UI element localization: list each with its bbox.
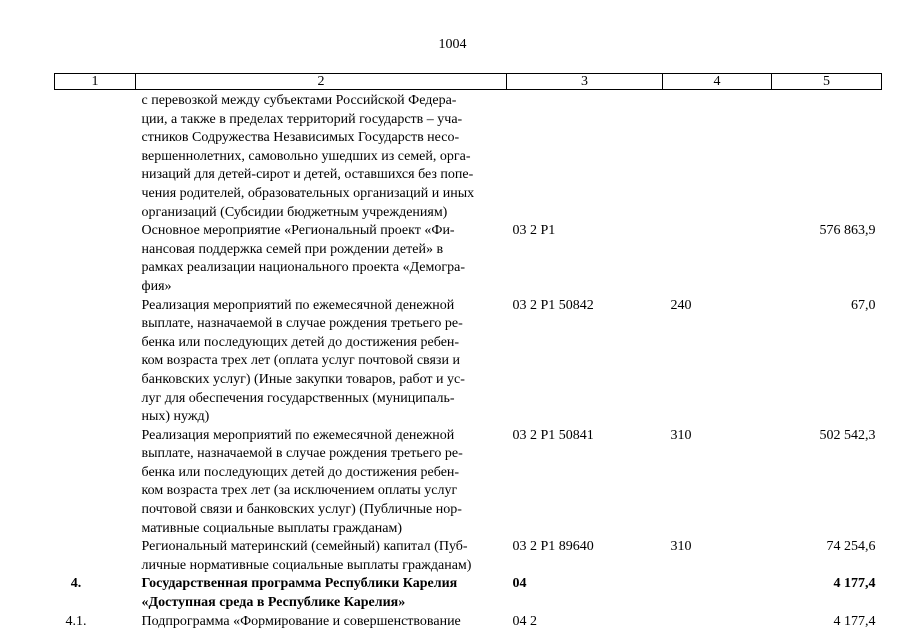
row-name-line: личные нормативные социальные выплаты гражданам) xyxy=(141,557,472,573)
row-name-line: Подпрограмма «Формирование и совершенствование xyxy=(141,613,461,629)
row-name-line: низаций для детей-сирот и детей, оставшихся без попе- xyxy=(141,167,474,183)
table-header xyxy=(55,74,882,90)
amount-cell: 4 177,4 xyxy=(833,576,876,592)
target-article-cell: 03 2 P1 89640 xyxy=(512,539,594,555)
page-number: 1004 xyxy=(438,37,467,52)
table-row xyxy=(55,297,882,427)
table-row xyxy=(55,613,882,632)
row-name-line: выплате, назначаемой в случае рождения третьего ре- xyxy=(141,446,463,462)
row-name-line: Реализация мероприятий по ежемесячной денежной xyxy=(141,427,455,443)
row-name-cell xyxy=(136,575,507,612)
target-article-cell: 04 xyxy=(512,576,527,592)
row-name-line: ком возраста трех лет (за исключением оплаты услуг xyxy=(141,483,458,499)
row-name-cell xyxy=(136,538,507,575)
row-name-line: стников Содружества Независимых Государств несо- xyxy=(141,130,460,146)
row-name-line: бенка или последующих детей до достижения ребен- xyxy=(141,334,460,350)
amount-cell: 67,0 xyxy=(851,297,876,313)
expense-type-cell: 310 xyxy=(670,539,692,555)
row-name-line: бенка или последующих детей до достижения ребен- xyxy=(141,464,460,480)
target-article-cell: 03 2 P1 xyxy=(512,223,556,239)
amount-cell: 74 254,6 xyxy=(826,539,876,555)
expense-type-cell xyxy=(663,575,772,612)
row-name-line: луг для обеспечения государственных (муниципаль- xyxy=(141,390,455,406)
header-col-2: 2 xyxy=(136,74,507,90)
budget-table xyxy=(54,73,882,631)
target-article-cell: 03 2 P1 50841 xyxy=(512,427,594,443)
row-name-line: фия» xyxy=(141,278,172,294)
row-name-line: Региональный материнский (семейный) капитал (Пуб- xyxy=(141,539,468,555)
row-name-line: чения родителей, образовательных организаций и иных xyxy=(141,185,475,201)
row-number-cell xyxy=(55,90,136,223)
header-col-4: 4 xyxy=(663,74,772,90)
row-name-line: вершеннолетних, самовольно ушедших из семей, орга- xyxy=(141,148,471,164)
expense-type-cell: 310 xyxy=(670,427,692,443)
row-name-cell xyxy=(136,427,507,539)
amount-cell: 502 542,3 xyxy=(819,427,876,443)
target-article-cell: 03 2 P1 50842 xyxy=(512,297,594,313)
amount-cell xyxy=(772,90,882,223)
row-name-cell xyxy=(136,613,507,632)
row-number-cell xyxy=(55,538,136,575)
row-number-cell xyxy=(55,222,136,296)
row-number-cell: 4.1. xyxy=(65,613,87,629)
amount-cell: 4 177,4 xyxy=(833,613,876,629)
row-name-line: организаций (Субсидии бюджетным учреждениям) xyxy=(141,204,448,220)
row-number-cell xyxy=(55,427,136,539)
row-name-line: Реализация мероприятий по ежемесячной денежной xyxy=(141,297,455,313)
row-name-line: «Доступная среда в Республике Карелия» xyxy=(141,595,406,611)
header-row xyxy=(55,74,882,90)
target-article-cell xyxy=(507,90,663,223)
row-name-cell xyxy=(136,222,507,296)
row-name-line: нансовая поддержка семей при рождении детей» в xyxy=(141,241,444,257)
table-body xyxy=(55,90,882,632)
row-name-line: с перевозкой между субъектами Российской Федера- xyxy=(141,93,457,108)
row-name-line: мативные социальные выплаты гражданам) xyxy=(141,520,403,536)
header-col-5: 5 xyxy=(772,74,882,90)
row-name-cell xyxy=(136,297,507,427)
row-name-line: ком возраста трех лет (оплата услуг почтовой связи и xyxy=(141,353,460,369)
expense-type-cell: 240 xyxy=(670,297,692,313)
row-number-cell xyxy=(55,297,136,427)
table-row xyxy=(55,538,882,575)
row-name-line: Основное мероприятие «Региональный проект «Фи- xyxy=(141,223,455,239)
row-name-line: ных) нужд) xyxy=(141,409,210,425)
row-number-cell: 4. xyxy=(70,576,82,592)
table-row xyxy=(55,575,882,612)
expense-type-cell xyxy=(663,613,772,632)
row-name-line: выплате, назначаемой в случае рождения третьего ре- xyxy=(141,316,463,332)
expense-type-cell xyxy=(663,222,772,296)
table-row xyxy=(55,427,882,539)
table-row xyxy=(55,90,882,223)
amount-cell: 576 863,9 xyxy=(819,223,876,239)
row-name-line: Государственная программа Республики Карелия xyxy=(141,576,458,592)
row-name-line: почтовой связи и банковских услуг) (Публичные нор- xyxy=(141,502,462,518)
header-col-1: 1 xyxy=(55,74,136,90)
row-name-cell xyxy=(136,90,507,223)
expense-type-cell xyxy=(663,90,772,223)
row-name-line: ции, а также в пределах территорий государств – уча- xyxy=(141,111,463,127)
table-row xyxy=(55,222,882,296)
row-name-line: банковских услуг) (Иные закупки товаров, работ и ус- xyxy=(141,371,465,387)
target-article-cell: 04 2 xyxy=(512,613,537,629)
header-col-3: 3 xyxy=(507,74,663,90)
row-name-line: рамках реализации национального проекта «Демогра- xyxy=(141,260,465,276)
